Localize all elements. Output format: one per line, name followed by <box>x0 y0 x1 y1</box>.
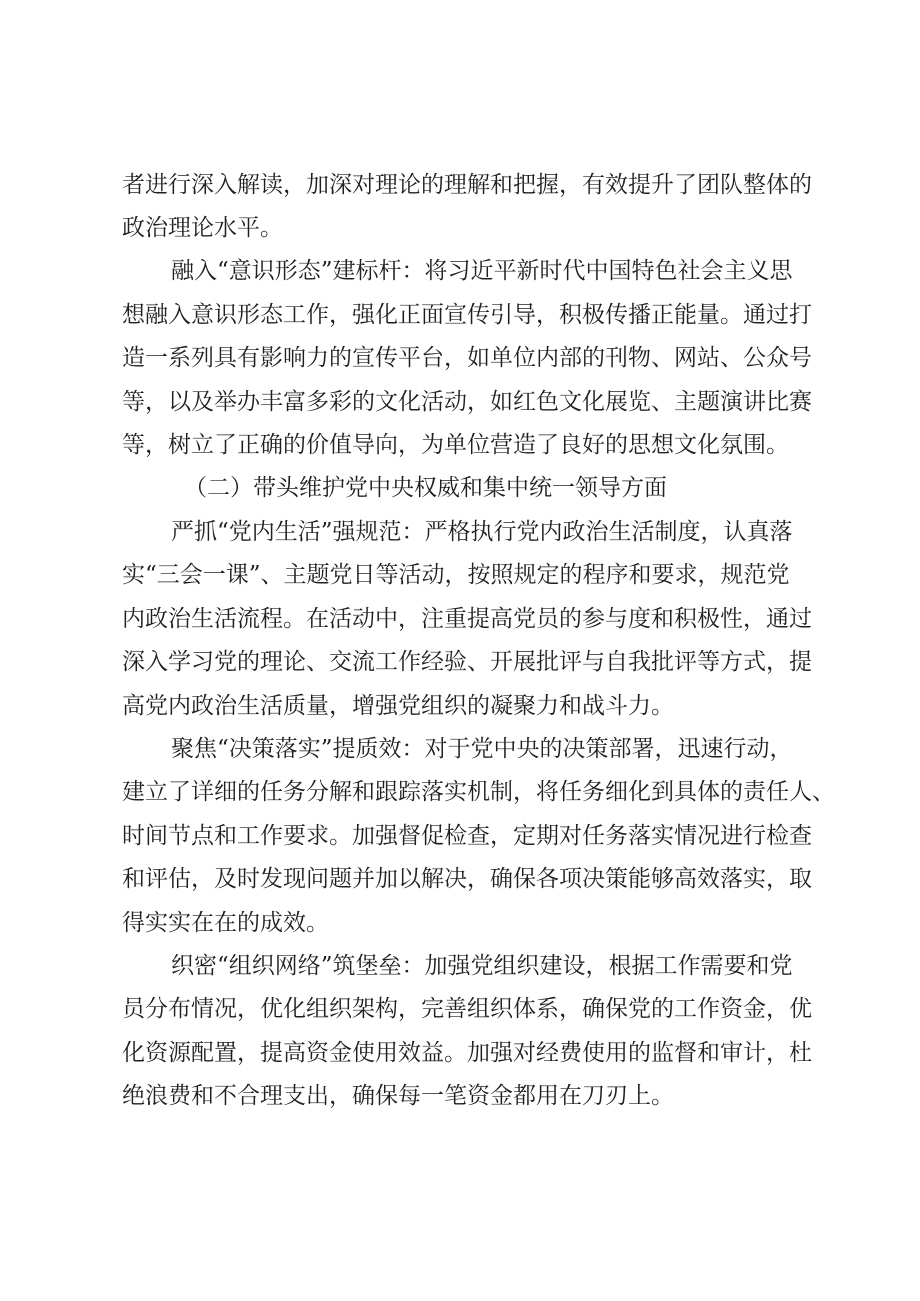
text-line: 想融入意识形态工作，强化正面宣传引导，积极传播正能量。通过打 <box>122 302 812 328</box>
text-line: 内政治生活流程。在活动中，注重提高党员的参与度和积极性，通过 <box>122 606 812 632</box>
text-line: 融入“意识形态”建标杆：将习近平新时代中国特色社会主义思 <box>171 258 793 284</box>
text-line: 化资源配置，提高资金使用效益。加强对经费使用的监督和审计，杜 <box>122 1040 812 1066</box>
text-line: 绝浪费和不合理支出，确保每一笔资金都用在刀刃上。 <box>122 1083 674 1109</box>
text-line: 严抓“党内生活”强规范：严格执行党内政治生活制度，认真落 <box>171 519 793 545</box>
section-heading: （二）带头维护党中央权威和集中统一领导方面 <box>184 475 667 501</box>
text-line: 造一系列具有影响力的宣传平台，如单位内部的刊物、网站、公众号 <box>122 345 812 371</box>
text-line: 和评估，及时发现问题并加以解决，确保各项决策能够高效落实，取 <box>122 866 812 892</box>
text-line: 政治理论水平。 <box>122 215 283 241</box>
text-line: 等，以及举办丰富多彩的文化活动，如红色文化展览、主题演讲比赛 <box>122 389 812 415</box>
text-line: 深入学习党的理论、交流工作经验、开展批评与自我批评等方式，提 <box>122 649 812 675</box>
text-line: 等，树立了正确的价值导向，为单位营造了良好的思想文化氛围。 <box>122 432 789 458</box>
text-line: 织密“组织网络”筑堡垒：加强党组织建设，根据工作需要和党 <box>171 953 793 979</box>
text-line: 时间节点和工作要求。加强督促检查，定期对任务落实情况进行检查 <box>122 823 812 849</box>
text-line: 聚焦“决策落实”提质效：对于党中央的决策部署，迅速行动， <box>171 736 793 762</box>
text-line: 得实实在在的成效。 <box>122 910 329 936</box>
text-line: 高党内政治生活质量，增强党组织的凝聚力和战斗力。 <box>122 693 674 719</box>
text-line: 者进行深入解读，加深对理论的理解和把握，有效提升了团队整体的 <box>122 172 812 198</box>
text-line: 实“三会一课”、主题党日等活动，按照规定的程序和要求，规范党 <box>122 562 790 588</box>
text-line: 建立了详细的任务分解和跟踪落实机制，将任务细化到具体的责任人、 <box>122 779 835 805</box>
text-line: 员分布情况，优化组织架构，完善组织体系，确保党的工作资金，优 <box>122 996 812 1022</box>
